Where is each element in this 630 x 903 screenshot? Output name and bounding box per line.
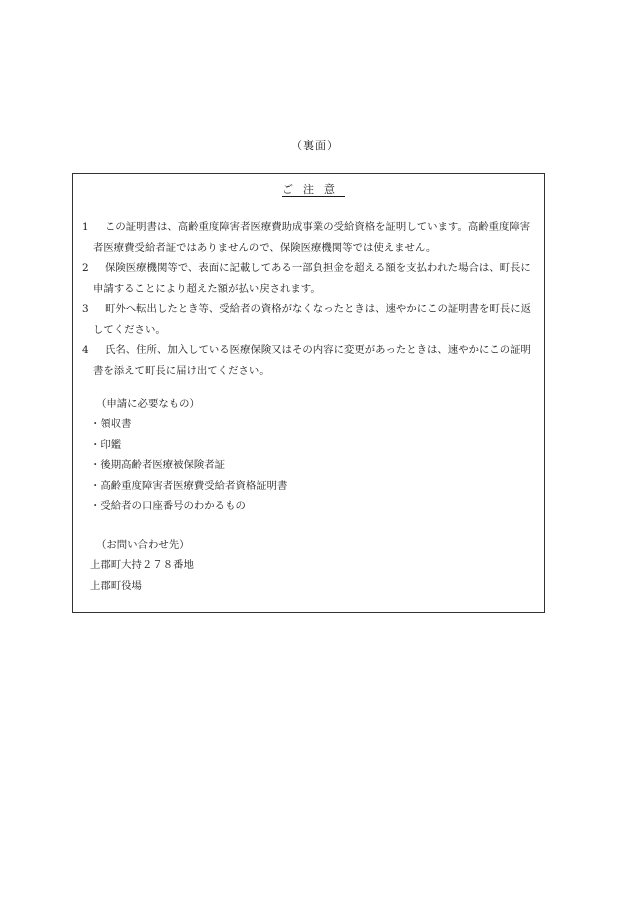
notice-item-number: 2: [82, 262, 89, 274]
notice-item-text: 保険医療機関等で、表面に記載してある一部負担金を超える額を支払われた場合は、町長に申請することにより超えた額が払い戻されます。: [93, 262, 531, 295]
page-side-label: （裏面）: [291, 139, 339, 152]
contact-office: 上郡町役場: [90, 579, 142, 592]
notice-item: [82, 299, 536, 340]
notice-list: [82, 217, 536, 381]
required-document-item: ・印鑑: [90, 438, 122, 451]
notice-item: [82, 258, 536, 299]
required-document-item: ・高齢重度障害者医療費受給者資格証明書: [90, 479, 288, 492]
notice-box: [72, 173, 545, 613]
notice-item-number: 1: [82, 221, 89, 233]
notice-item-text: 町外へ転出したとき等、受給者の資格がなくなったときは、速やかにこの証明書を町長に返してください。: [93, 303, 532, 336]
required-documents-section: [90, 394, 287, 516]
notice-title-text: ご注意: [282, 183, 345, 196]
notice-item-text: この証明書は、高齢重度障害者医療費助成事業の受給資格を証明しています。高齢重度障害者医療費受給者証ではありませんので、保険医療機関等では使えません。: [93, 221, 531, 254]
contact-heading: （お問い合わせ先）: [96, 539, 190, 551]
notice-item-text: 氏名、住所、加入している医療保険又はその内容に変更があったときは、速やかにこの証明書を添えて町長に届け出てください。: [93, 344, 531, 377]
required-documents-heading: （申請に必要なもの）: [96, 398, 200, 410]
notice-item-number: 3: [82, 303, 89, 315]
contact-section: [90, 535, 194, 596]
notice-item-number: 4: [82, 344, 89, 356]
contact-address: 上郡町大持２７８番地: [90, 559, 194, 572]
required-document-item: ・受給者の口座番号のわかるもの: [90, 500, 246, 513]
notice-item: [82, 340, 536, 381]
notice-title: [73, 181, 544, 197]
required-document-item: ・領収書: [90, 418, 132, 431]
required-document-item: ・後期高齢者医療被保険者証: [90, 459, 226, 472]
notice-item: [82, 217, 536, 258]
